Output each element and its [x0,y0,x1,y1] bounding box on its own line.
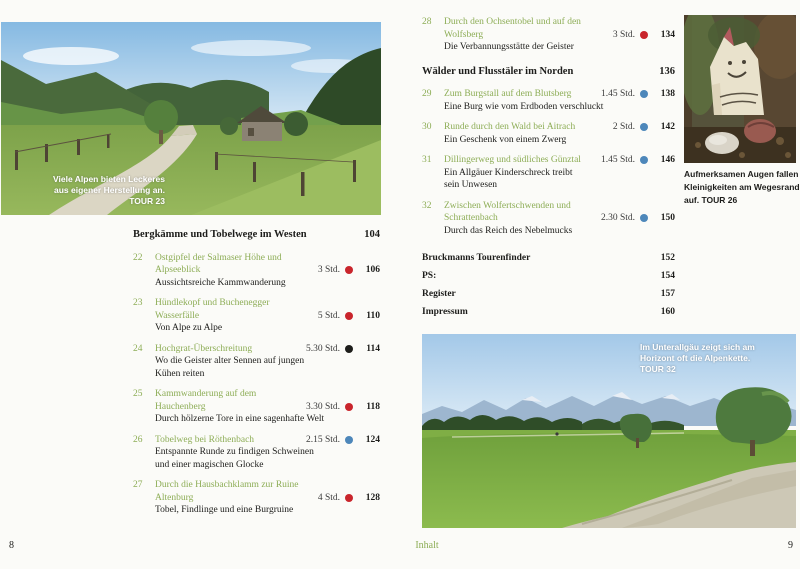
tour-title: Runde durch den Wald bei Aitrach [444,122,576,132]
tour-number: 28 [422,17,432,27]
gnome-figure-photo-art [684,15,796,163]
toc-extras-list [422,249,675,321]
tour-head [133,252,380,277]
tour-subtitle: Ein Allgäuer Kinderschreck treibt sein Unwesen [444,167,573,190]
difficulty-dot [345,494,353,502]
difficulty-dot [640,156,648,164]
tour-title: Durch die Hausbachklamm zur Ruine Altenburg [155,480,299,503]
section-page-number: 136 [659,65,675,77]
tour-subtitle: Von Alpe zu Alpe [155,323,223,333]
tour-title: Zum Burgstall auf dem Blutsberg [444,89,572,99]
tour-number: 27 [133,480,143,490]
toc-extra-row [422,303,675,321]
section-page-number: 104 [364,229,380,240]
difficulty-dot [640,214,648,222]
toc-extra-label: Register [422,289,456,299]
difficulty-dot [345,403,353,411]
section-header-norden [422,66,675,79]
tour-duration: 3.30 Std. [305,401,340,412]
tour-meta [607,121,675,134]
tour-duration: 3 Std. [612,29,635,40]
tour-duration: 3 Std. [317,265,340,275]
alpine-path-photo [1,22,381,215]
tour-meta [312,310,380,323]
tour-subtitle: Aussichtsreiche Kammwanderung [155,277,286,288]
gnome-photo-caption-line1: Aufmerksamen Augen fallen [684,169,799,179]
left-photo-caption-tour-ref: TOUR 23 [129,196,165,206]
tour-head [133,388,380,413]
tour-list-continued [422,16,675,54]
tour-head [133,343,380,356]
left-page-number: 8 [9,540,14,551]
tour-row [133,434,380,472]
tour-title: Durch den Ochsentobel und auf den Wolfsberg [444,17,581,40]
tour-head [133,479,380,504]
toc-extra-row [422,267,675,285]
tour-page-number: 142 [660,122,675,132]
tour-number: 26 [133,434,143,445]
toc-extra-page: 160 [660,307,675,317]
section-header-westen [133,229,380,242]
toc-extra-row [422,285,675,303]
tour-title: Hündlekopf und Buchenegger Wasserfälle [155,298,270,321]
tour-meta [300,401,380,414]
difficulty-dot [640,123,648,131]
tour-title: Dillingerweg und südliches Günztal [444,155,581,165]
left-photo-caption-line2: aus eigener Herstellung an. [53,185,165,195]
tour-row [422,154,675,192]
toc-extra-row [422,249,675,267]
tour-row [422,121,675,146]
toc-extra-page: 152 [660,253,675,263]
tour-head [133,297,380,322]
tour-duration: 5 Std. [317,310,340,321]
difficulty-dot [640,31,648,39]
tour-list-westen [133,252,380,517]
meadow-photo-caption [640,342,782,375]
left-toc-column [133,229,380,525]
toc-extra-label: Impressum [422,307,468,317]
tour-number: 32 [422,200,432,211]
tour-meta [300,434,380,447]
tour-title: Hochgrat-Überschreitung [155,343,253,354]
tour-row [422,16,675,54]
tour-page-number: 134 [660,29,675,40]
tour-duration: 2.15 Std. [305,434,340,445]
section-title: Bergkämme und Tobelwege im Westen [133,229,307,240]
tour-head [422,16,675,41]
meadow-photo-caption-tour-ref: TOUR 32 [640,364,676,374]
tour-page-number: 118 [366,401,380,412]
tour-subtitle: Durch hölzerne Tore in eine sagenhafte Welt [155,414,325,424]
running-title: Inhalt [415,540,439,551]
tour-duration: 1.45 Std. [600,155,635,165]
tour-page-number: 110 [366,310,380,321]
tour-head [422,88,675,101]
tour-row [133,479,380,517]
tour-row [133,343,380,381]
tour-title: Zwischen Wolfertschwenden und Schrattenbach [444,200,571,223]
gnome-figure-photo [684,15,796,163]
toc-extra-page: 157 [660,289,675,299]
tour-head [133,434,380,447]
tour-number: 24 [133,343,143,354]
tour-duration: 2 Std. [612,122,635,132]
difficulty-dot [345,312,353,320]
difficulty-dot [345,436,353,444]
difficulty-dot [345,266,353,274]
tour-page-number: 128 [365,492,380,503]
difficulty-dot [345,345,353,353]
toc-extra-label: Bruckmanns Tourenfinder [422,253,531,263]
meadow-photo-caption-line2: Horizont oft die Alpenkette. [640,353,751,363]
tour-page-number: 138 [660,89,675,99]
tour-page-number: 124 [365,434,380,445]
tour-subtitle: Die Verbannungsstätte der Geister [444,42,574,52]
tour-head [422,200,675,225]
meadow-panorama-photo [422,334,796,528]
gnome-photo-caption [684,168,800,207]
tour-row [422,200,675,238]
tour-page-number: 106 [365,265,380,275]
difficulty-dot [640,90,648,98]
tour-subtitle: Entspannte Runde zu findigen Schweinen und einer magischen Glocke [155,447,314,470]
tour-subtitle: Durch das Reich des Nebelmucks [444,225,573,236]
left-photo-caption-line1: Viele Alpen bieten Leckeres [53,174,165,184]
tour-meta [595,88,675,101]
tour-head [422,154,675,167]
tour-meta [300,343,380,356]
meadow-photo-caption-line1: Im Unterallgäu zeigt sich am [640,342,755,352]
tour-head [422,121,675,134]
tour-row [422,88,675,113]
tour-list-norden [422,88,675,237]
gnome-photo-caption-tour-ref: auf. TOUR 26 [684,195,738,205]
tour-duration: 4 Std. [317,492,340,503]
tour-number: 22 [133,252,143,263]
tour-meta [595,212,675,225]
tour-meta [607,29,675,42]
left-photo-caption [15,174,165,207]
tour-duration: 1.45 Std. [600,89,635,99]
tour-subtitle: Ein Geschenk von einem Zwerg [444,134,567,145]
toc-extra-page: 154 [660,271,675,281]
tour-title: Ostgipfel der Salmaser Höhe und Alpseeblick [155,252,282,275]
right-page-number: 9 [788,540,793,551]
tour-meta [595,154,675,167]
tour-title: Tobelweg bei Röthenbach [155,434,255,445]
right-toc-column [422,16,675,321]
gnome-photo-caption-line2: Kleinigkeiten am Wegesrand [684,182,800,192]
tour-number: 25 [133,389,143,399]
tour-number: 30 [422,122,432,132]
tour-meta [312,264,380,277]
tour-subtitle: Tobel, Findlinge und eine Burgruine [155,505,294,515]
tour-row [133,388,380,426]
tour-duration: 5.30 Std. [305,343,340,354]
section-title: Wälder und Flusstäler im Norden [422,65,574,77]
tour-number: 31 [422,155,432,165]
tour-meta [312,492,380,505]
tour-title: Kammwanderung auf dem Hauchenberg [155,389,257,412]
tour-subtitle: Wo die Geister alter Sennen auf jungen Kühen reiten [155,356,305,379]
toc-extra-label: PS: [422,271,437,281]
tour-number: 29 [422,89,432,99]
tour-number: 23 [133,298,143,308]
tour-row [133,297,380,335]
tour-row [133,252,380,290]
tour-page-number: 146 [660,155,675,165]
tour-duration: 2.30 Std. [600,213,635,223]
tour-page-number: 114 [366,343,380,354]
tour-page-number: 150 [660,213,675,223]
tour-subtitle: Eine Burg wie vom Erdboden verschluckt [444,101,604,112]
